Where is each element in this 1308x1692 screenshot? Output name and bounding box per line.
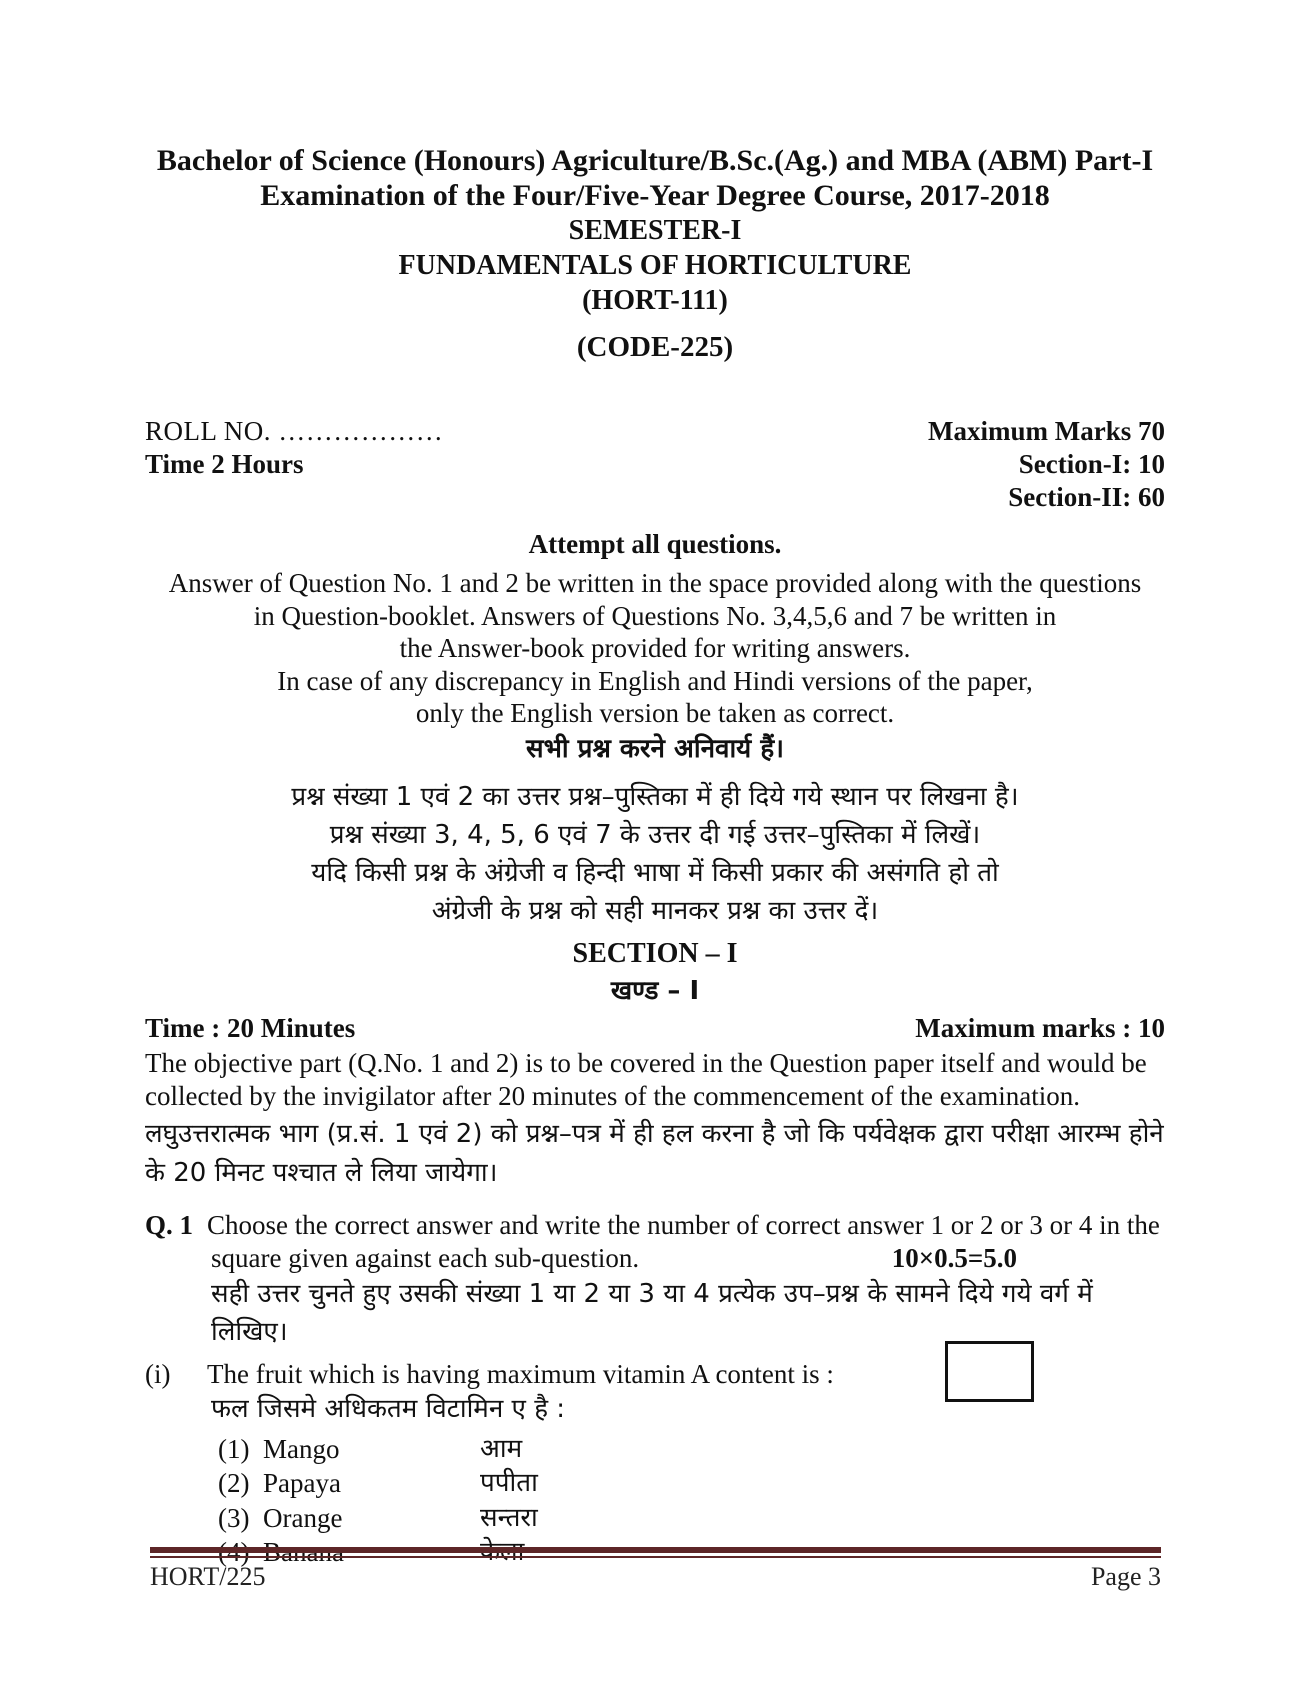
- hindi-instructions: [145, 778, 1165, 930]
- footer-rule-thin: [150, 1556, 1161, 1558]
- answer-box[interactable]: [945, 1341, 1034, 1402]
- section1-heading-en: SECTION – I: [572, 937, 738, 969]
- instruction-line: Answer of Question No. 1 and 2 be written in the space provided along with the questions: [168, 568, 1142, 598]
- option-label-hi: पपीता: [480, 1468, 538, 1498]
- option-label-en: Orange: [263, 1502, 343, 1533]
- option-label-en: Papaya: [263, 1468, 341, 1498]
- section2-marks: Section-II: 60: [1008, 482, 1165, 512]
- info-right: [928, 415, 1165, 514]
- info-block: [145, 415, 1165, 514]
- option-number: (2): [218, 1468, 250, 1498]
- section1-heading-hi: खण्ड – I: [610, 975, 700, 1006]
- examination-title: Examination of the Four/Five-Year Degree Course, 2017-2018: [260, 179, 1050, 212]
- instruction-line: In case of any discrepancy in English and Hindi versions of the paper,: [277, 665, 1033, 696]
- section1-marks: Section-I: 10: [1018, 449, 1165, 479]
- time-allowed: Time 2 Hours: [145, 449, 304, 479]
- section1-description-hi: लघुउत्तरात्मक भाग (प्र.सं. 1 एवं 2) को प्रश्न–पत्र में ही हल करना है जो कि पर्यवेक्षक द्वारा परीक्षा आरम्भ होने के 20 मिनट पश्चात ले लिया जायेगा।: [145, 1118, 1164, 1188]
- section1-description-en: The objective part (Q.No. 1 and 2) is to be covered in the Question paper itself and would be collected by the invigilator after 20 minutes of the commencement of the examination.: [145, 1047, 1147, 1111]
- option-row: [145, 1432, 1165, 1467]
- question-1-text-hi: सही उत्तर चुनते हुए उसकी संख्या 1 या 2 या 3 या 4 प्रत्येक उप–प्रश्न के सामने दिये गये वर्ग में लिखिए।: [211, 1278, 1093, 1347]
- sub-question-i-text-en: The fruit which is having maximum vitamin A content is :: [207, 1358, 834, 1389]
- option-number: (3): [218, 1502, 250, 1533]
- question-1-text-en-cont: square given against each sub-question.: [211, 1242, 640, 1273]
- roll-no-field: ROLL NO. ………………: [145, 416, 444, 446]
- sub-question-i-number: (i): [145, 1358, 171, 1389]
- footer-paper-code: HORT/225: [150, 1562, 266, 1591]
- english-instructions: [145, 567, 1165, 768]
- section1-max-marks: Maximum marks : 10: [915, 1012, 1165, 1043]
- hindi-instruction-line: प्रश्न संख्या 1 एवं 2 का उत्तर प्रश्न–पुस्तिका में ही दिये गये स्थान पर लिखना है।: [291, 781, 1019, 812]
- maximum-marks: Maximum Marks 70: [928, 416, 1165, 446]
- page-footer: [150, 1547, 1161, 1593]
- question-1-marks: 10×0.5=5.0: [891, 1242, 1017, 1273]
- question-1-line1: [145, 1209, 1165, 1242]
- attempt-all-note: Attempt all questions.: [528, 529, 782, 559]
- option-row: [145, 1501, 1165, 1536]
- section1-time: Time : 20 Minutes: [145, 1012, 356, 1043]
- document-header: [145, 143, 1165, 365]
- instruction-line: in Question-booklet. Answers of Questions No. 3,4,5,6 and 7 be written in: [253, 600, 1057, 631]
- page-content: [145, 143, 1165, 1570]
- sub-question-i: [145, 1357, 1165, 1570]
- hindi-instruction-line: प्रश्न संख्या 3, 4, 5, 6 एवं 7 के उत्तर दी गई उत्तर–पुस्तिका में लिखें।: [329, 819, 981, 850]
- info-left: [145, 415, 443, 514]
- option-label-hi: आम: [480, 1433, 523, 1464]
- option-number: (1): [218, 1433, 250, 1464]
- option-label-hi: सन्तरा: [480, 1502, 538, 1533]
- course-code: (HORT-111): [582, 285, 728, 316]
- question-1-line2: [145, 1242, 1165, 1275]
- footer-rule-thick: [150, 1547, 1161, 1553]
- instruction-line: the Answer-book provided for writing answers.: [399, 633, 911, 663]
- sub-question-i-text-hi: फल जिसमे अधिकतम विटामिन ए है :: [211, 1393, 566, 1424]
- hindi-attempt-all-note: सभी प्रश्न करने अनिवार्य हैं।: [526, 733, 784, 764]
- option-label-en: Mango: [263, 1433, 340, 1464]
- instruction-line: only the English version be taken as correct.: [415, 698, 895, 728]
- course-title: FUNDAMENTALS OF HORTICULTURE: [398, 250, 912, 281]
- question-1-text-en: Choose the correct answer and write the number of correct answer 1 or 2 or 3 or 4 in the: [207, 1209, 1160, 1240]
- footer-page-number: Page 3: [1090, 1562, 1161, 1591]
- hindi-instruction-line: अंग्रेजी के प्रश्न को सही मानकर प्रश्न का उत्तर दें।: [431, 895, 879, 926]
- hindi-instruction-line: यदि किसी प्रश्न के अंग्रेजी व हिन्दी भाषा में किसी प्रकार की असंगति हो तो: [311, 857, 999, 888]
- degree-title: Bachelor of Science (Honours) Agriculture/B.Sc.(Ag.) and MBA (ABM) Part-I: [156, 144, 1154, 177]
- question-1-number: Q. 1: [145, 1209, 194, 1240]
- section1-time-marks-row: [145, 1012, 1165, 1045]
- paper-code: (CODE-225): [576, 331, 734, 363]
- question-1: [145, 1209, 1165, 1351]
- footer-text-row: [150, 1561, 1161, 1593]
- semester-title: SEMESTER-I: [568, 215, 742, 246]
- option-row: [145, 1466, 1165, 1501]
